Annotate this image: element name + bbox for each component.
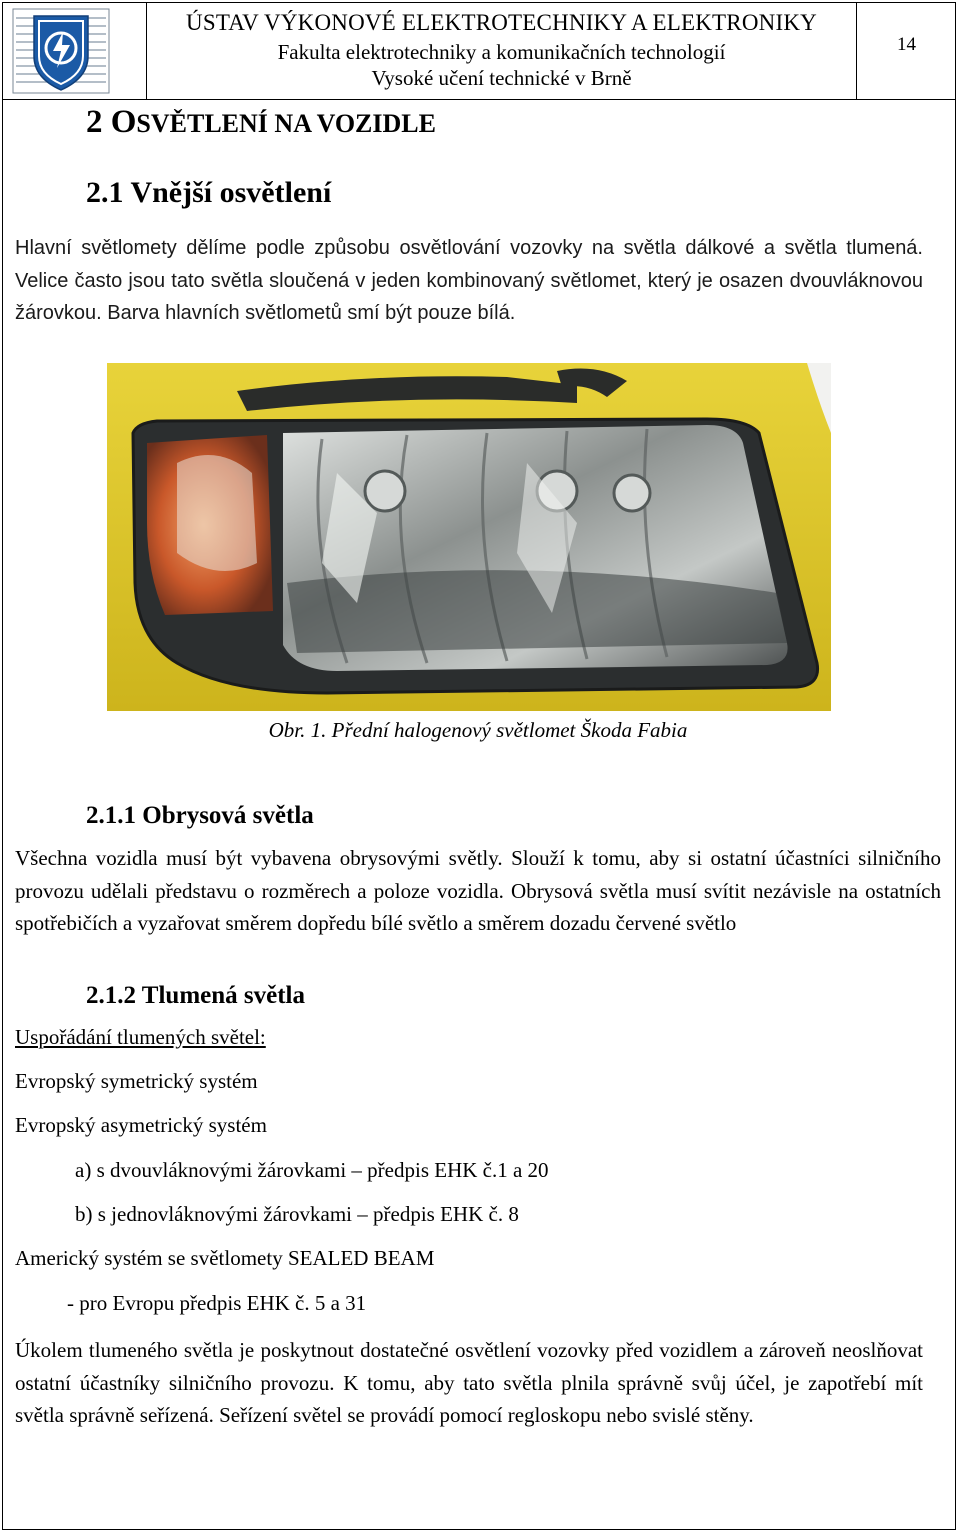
headlight-photo-illustration <box>107 363 831 711</box>
section-2-1-heading: 2.1 Vnější osvětlení <box>86 176 332 209</box>
page-number: 14 <box>897 34 916 55</box>
list-item: Evropský asymetrický systém <box>15 1113 267 1137</box>
figure-caption: Obr. 1. Přední halogenový světlomet Škoda Fabia <box>268 718 688 742</box>
section-2-1-paragraph: Hlavní světlomety dělíme podle způsobu osvětlování vozovky na světla dálkové a světla tlumená. Velice často jsou tato světla sloučená v jeden kombinovaný světlomet, který je osazen dvouvláknovou žárovkou. Barva hlavních světlometů smí být pouze bílá. <box>15 237 923 324</box>
header-logo-cell <box>2 2 147 100</box>
section-2-1-1-heading: 2.1.1 Obrysová světla <box>86 802 314 829</box>
section-2-1-2-heading: 2.1.2 Tlumená světla <box>86 982 305 1009</box>
header-university: Vysoké učení technické v Brně <box>371 66 632 90</box>
university-logo-icon <box>12 8 110 94</box>
list-item: Evropský symetrický systém <box>15 1069 258 1093</box>
chapter-heading <box>86 104 436 141</box>
chapter-number: 2 <box>86 104 103 140</box>
header-faculty: Fakulta elektrotechniky a komunikačních technologií <box>277 40 726 64</box>
headlight-photo <box>107 363 831 711</box>
chapter-title-initial: O <box>110 104 137 140</box>
list-item: - pro Evropu předpis EHK č. 5 a 31 <box>67 1291 367 1315</box>
list-item: Americký systém se světlomety SEALED BEAM <box>15 1246 435 1270</box>
header-title-cell <box>147 2 857 100</box>
header-institute: ÚSTAV VÝKONOVÉ ELEKTROTECHNIKY A ELEKTRONIKY <box>186 10 817 35</box>
chapter-title-rest: SVĚTLENÍ NA VOZIDLE <box>136 109 436 138</box>
list-item: a) s dvouvláknovými žárovkami – předpis EHK č.1 a 20 <box>75 1158 549 1182</box>
header-page-number-cell <box>857 2 956 100</box>
section-2-1-1-paragraph: Všechna vozidla musí být vybavena obrysovými světly. Slouží k tomu, aby si ostatní účastníci silničního provozu udělali představu o rozměrech a poloze vozidla. Obrysová světla musí svítit nezávisle na ostatních spotřebičích a vyzařovat směrem dopředu bílé světlo a směrem dozadu červené světlo <box>15 846 941 935</box>
page-header <box>2 2 956 100</box>
list-item: b) s jednovláknovými žárovkami – předpis EHK č. 8 <box>75 1202 519 1226</box>
section-2-1-2-paragraph: Úkolem tlumeného světla je poskytnout dostatečné osvětlení vozovky před vozidlem a zároveň neoslňovat ostatní účastníky silničního provozu. K tomu, aby tato světla plnila správně svůj účel, je zapotřebí mít světla správně seřízená. Seřízení světel se provádí pomocí regloskopu nebo svislé stěny. <box>15 1338 923 1427</box>
arrangement-label: Uspořádání tlumených světel: <box>15 1025 266 1049</box>
